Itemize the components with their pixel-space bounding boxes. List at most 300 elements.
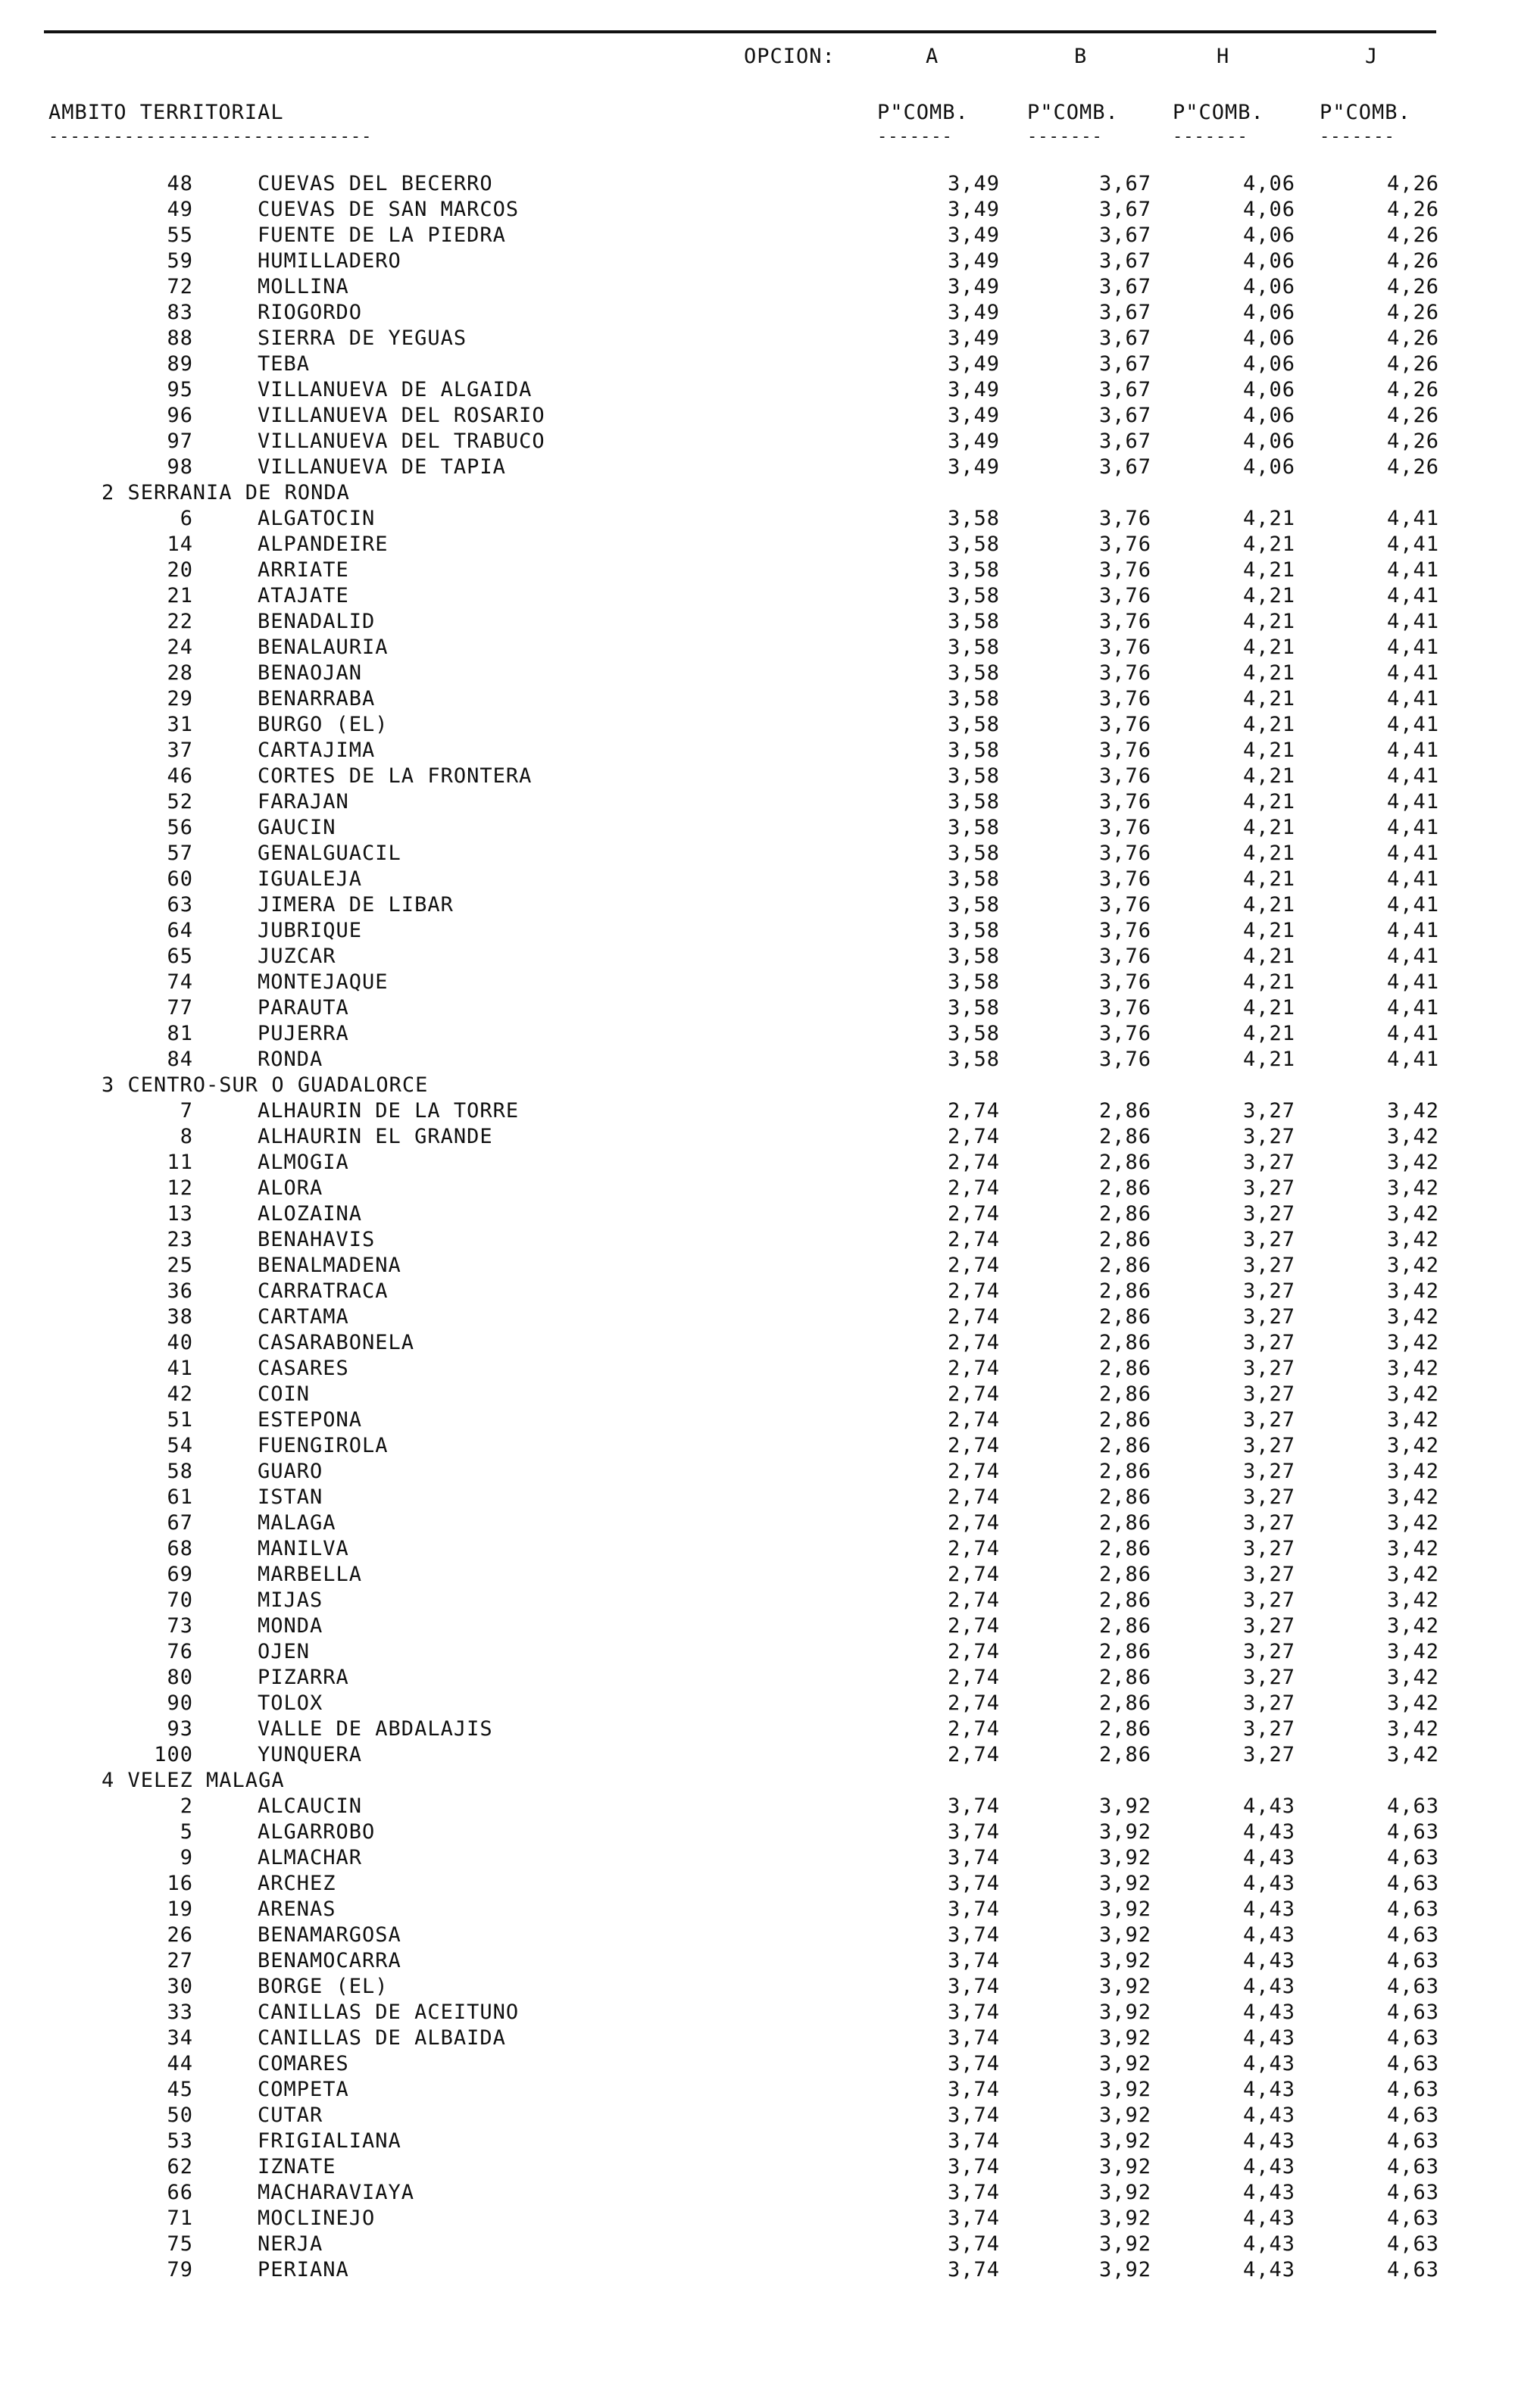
value-option-h: 4,43 bbox=[1242, 2129, 1295, 2153]
value-option-a: 3,58 bbox=[947, 842, 1000, 865]
municipality-name: BENAHAVIS bbox=[258, 1228, 376, 1251]
value-option-h: 4,43 bbox=[1242, 1949, 1295, 1972]
value-option-h: 3,27 bbox=[1242, 1099, 1295, 1123]
value-option-b: 3,76 bbox=[1098, 1048, 1151, 1071]
value-option-b: 2,86 bbox=[1098, 1588, 1151, 1612]
value-option-b: 3,76 bbox=[1098, 713, 1151, 736]
value-option-j: 3,42 bbox=[1386, 1537, 1439, 1560]
table-row bbox=[0, 635, 1515, 661]
value-option-j: 3,42 bbox=[1386, 1743, 1439, 1766]
value-option-h: 4,06 bbox=[1242, 429, 1295, 453]
municipality-name: BENAMOCARRA bbox=[258, 1949, 401, 1972]
value-option-j: 3,42 bbox=[1386, 1640, 1439, 1663]
value-option-b: 3,92 bbox=[1098, 1975, 1151, 1998]
table-row bbox=[0, 1948, 1515, 1974]
value-option-h: 4,21 bbox=[1242, 790, 1295, 814]
value-option-h: 3,27 bbox=[1242, 1176, 1295, 1200]
value-option-a: 3,58 bbox=[947, 713, 1000, 736]
value-option-j: 4,41 bbox=[1386, 1048, 1439, 1071]
municipality-number: 13 bbox=[167, 1202, 193, 1226]
municipality-number: 96 bbox=[167, 404, 193, 427]
value-option-b: 2,86 bbox=[1098, 1485, 1151, 1509]
municipality-name: MALAGA bbox=[258, 1511, 336, 1535]
group-title: 2 SERRANIA DE RONDA bbox=[102, 481, 350, 504]
municipality-number: 38 bbox=[167, 1305, 193, 1329]
value-option-a: 3,58 bbox=[947, 996, 1000, 1020]
municipality-number: 64 bbox=[167, 919, 193, 942]
municipality-number: 11 bbox=[167, 1151, 193, 1174]
opcion-label: OPCION: bbox=[744, 45, 836, 68]
value-option-h: 3,27 bbox=[1242, 1228, 1295, 1251]
value-option-j: 4,41 bbox=[1386, 919, 1439, 942]
municipality-number: 80 bbox=[167, 1666, 193, 1689]
table-row bbox=[0, 712, 1515, 738]
value-option-a: 3,74 bbox=[947, 1820, 1000, 1844]
table-row bbox=[0, 944, 1515, 970]
value-option-j: 4,41 bbox=[1386, 584, 1439, 607]
value-option-j: 3,42 bbox=[1386, 1408, 1439, 1432]
value-option-a: 3,58 bbox=[947, 584, 1000, 607]
municipality-name: VILLANUEVA DE TAPIA bbox=[258, 455, 506, 479]
table-row bbox=[0, 2000, 1515, 2025]
value-option-j: 3,42 bbox=[1386, 1511, 1439, 1535]
value-option-h: 3,27 bbox=[1242, 1485, 1295, 1509]
value-option-a: 3,74 bbox=[947, 2026, 1000, 2050]
municipality-number: 40 bbox=[167, 1331, 193, 1354]
municipality-number: 51 bbox=[167, 1408, 193, 1432]
value-option-b: 3,67 bbox=[1098, 352, 1151, 376]
municipality-number: 65 bbox=[167, 945, 193, 968]
value-option-h: 3,27 bbox=[1242, 1331, 1295, 1354]
table-row bbox=[0, 2206, 1515, 2232]
table-row bbox=[0, 300, 1515, 326]
value-option-b: 3,92 bbox=[1098, 2078, 1151, 2101]
municipality-name: ALCAUCIN bbox=[258, 1794, 363, 1818]
value-option-a: 3,58 bbox=[947, 867, 1000, 891]
value-option-b: 3,76 bbox=[1098, 919, 1151, 942]
value-option-h: 3,27 bbox=[1242, 1305, 1295, 1329]
value-option-h: 3,27 bbox=[1242, 1666, 1295, 1689]
value-option-h: 4,43 bbox=[1242, 2078, 1295, 2101]
municipality-name: HUMILLADERO bbox=[258, 249, 401, 273]
table-row bbox=[0, 1330, 1515, 1356]
ambito-rule: ------------------------------ bbox=[48, 129, 373, 145]
value-option-j: 4,26 bbox=[1386, 326, 1439, 350]
municipality-number: 84 bbox=[167, 1048, 193, 1071]
table-row bbox=[0, 223, 1515, 248]
table-row bbox=[0, 1176, 1515, 1201]
municipality-number: 48 bbox=[167, 172, 193, 195]
value-option-b: 3,92 bbox=[1098, 2103, 1151, 2127]
value-option-b: 3,76 bbox=[1098, 867, 1151, 891]
value-option-h: 4,21 bbox=[1242, 842, 1295, 865]
value-option-b: 3,67 bbox=[1098, 404, 1151, 427]
municipality-name: ALHAURIN EL GRANDE bbox=[258, 1125, 493, 1148]
table-row bbox=[0, 506, 1515, 532]
value-option-b: 3,76 bbox=[1098, 610, 1151, 633]
value-option-b: 3,76 bbox=[1098, 945, 1151, 968]
municipality-name: IGUALEJA bbox=[258, 867, 363, 891]
table-row bbox=[0, 454, 1515, 480]
value-option-a: 3,58 bbox=[947, 1048, 1000, 1071]
municipality-number: 77 bbox=[167, 996, 193, 1020]
column-h-rule: ------- bbox=[1173, 129, 1248, 145]
value-option-a: 2,74 bbox=[947, 1485, 1000, 1509]
value-option-a: 3,58 bbox=[947, 610, 1000, 633]
municipality-name: VALLE DE ABDALAJIS bbox=[258, 1717, 493, 1741]
value-option-j: 4,41 bbox=[1386, 790, 1439, 814]
value-option-a: 3,58 bbox=[947, 687, 1000, 711]
table-row bbox=[0, 1201, 1515, 1227]
municipality-name: BORGE (EL) bbox=[258, 1975, 389, 1998]
value-option-j: 4,63 bbox=[1386, 2155, 1439, 2178]
value-option-h: 4,21 bbox=[1242, 764, 1295, 788]
value-option-j: 4,63 bbox=[1386, 2232, 1439, 2256]
municipality-name: JIMERA DE LIBAR bbox=[258, 893, 454, 917]
value-option-h: 4,43 bbox=[1242, 2052, 1295, 2075]
value-option-a: 3,58 bbox=[947, 945, 1000, 968]
value-option-a: 3,58 bbox=[947, 919, 1000, 942]
table-row bbox=[0, 1819, 1515, 1845]
value-option-b: 2,86 bbox=[1098, 1434, 1151, 1457]
municipality-number: 70 bbox=[167, 1588, 193, 1612]
value-option-a: 3,58 bbox=[947, 507, 1000, 530]
table-row bbox=[0, 2232, 1515, 2257]
municipality-name: CARTAJIMA bbox=[258, 739, 376, 762]
column-b-rule: ------- bbox=[1027, 129, 1103, 145]
value-option-h: 4,43 bbox=[1242, 2103, 1295, 2127]
table-row bbox=[0, 197, 1515, 223]
value-option-h: 3,27 bbox=[1242, 1408, 1295, 1432]
value-option-a: 3,74 bbox=[947, 2103, 1000, 2127]
value-option-j: 4,63 bbox=[1386, 2181, 1439, 2204]
value-option-j: 4,63 bbox=[1386, 1794, 1439, 1818]
table-row bbox=[0, 1253, 1515, 1279]
table-row bbox=[0, 2154, 1515, 2180]
value-option-j: 3,42 bbox=[1386, 1717, 1439, 1741]
value-option-j: 4,41 bbox=[1386, 945, 1439, 968]
value-option-j: 4,26 bbox=[1386, 301, 1439, 324]
municipality-number: 59 bbox=[167, 249, 193, 273]
value-option-b: 3,92 bbox=[1098, 1820, 1151, 1844]
value-option-j: 4,41 bbox=[1386, 970, 1439, 994]
table-row bbox=[0, 1974, 1515, 2000]
value-option-h: 4,43 bbox=[1242, 2000, 1295, 2024]
municipality-number: 95 bbox=[167, 378, 193, 401]
municipality-name: MARBELLA bbox=[258, 1563, 363, 1586]
value-option-h: 4,21 bbox=[1242, 816, 1295, 839]
table-row bbox=[0, 1536, 1515, 1562]
value-option-j: 3,42 bbox=[1386, 1357, 1439, 1380]
municipality-name: BENAMARGOSA bbox=[258, 1923, 401, 1947]
municipality-number: 100 bbox=[154, 1743, 193, 1766]
value-option-j: 3,42 bbox=[1386, 1254, 1439, 1277]
option-h: H bbox=[1217, 45, 1230, 68]
value-option-a: 2,74 bbox=[947, 1691, 1000, 1715]
table-row bbox=[0, 1433, 1515, 1459]
value-option-a: 3,74 bbox=[947, 1872, 1000, 1895]
value-option-b: 2,86 bbox=[1098, 1202, 1151, 1226]
value-option-h: 3,27 bbox=[1242, 1563, 1295, 1586]
value-option-b: 3,76 bbox=[1098, 970, 1151, 994]
value-option-a: 2,74 bbox=[947, 1588, 1000, 1612]
municipality-name: PUJERRA bbox=[258, 1022, 349, 1045]
table-row bbox=[0, 2051, 1515, 2077]
municipality-name: BENAOJAN bbox=[258, 661, 363, 685]
value-option-h: 4,06 bbox=[1242, 378, 1295, 401]
table-row bbox=[0, 1304, 1515, 1330]
value-option-h: 3,27 bbox=[1242, 1202, 1295, 1226]
value-option-a: 3,49 bbox=[947, 172, 1000, 195]
value-option-a: 2,74 bbox=[947, 1408, 1000, 1432]
municipality-number: 63 bbox=[167, 893, 193, 917]
value-option-j: 3,42 bbox=[1386, 1563, 1439, 1586]
municipality-name: ISTAN bbox=[258, 1485, 323, 1509]
value-option-h: 4,21 bbox=[1242, 739, 1295, 762]
value-option-a: 2,74 bbox=[947, 1717, 1000, 1741]
value-option-j: 4,26 bbox=[1386, 198, 1439, 221]
value-option-b: 2,86 bbox=[1098, 1279, 1151, 1303]
value-option-a: 2,74 bbox=[947, 1563, 1000, 1586]
value-option-h: 4,06 bbox=[1242, 455, 1295, 479]
value-option-a: 3,49 bbox=[947, 455, 1000, 479]
municipality-number: 54 bbox=[167, 1434, 193, 1457]
value-option-h: 4,43 bbox=[1242, 2258, 1295, 2282]
municipality-number: 75 bbox=[167, 2232, 193, 2256]
value-option-j: 3,42 bbox=[1386, 1176, 1439, 1200]
municipality-name: ALGARROBO bbox=[258, 1820, 376, 1844]
value-option-b: 3,92 bbox=[1098, 1923, 1151, 1947]
municipality-number: 24 bbox=[167, 636, 193, 659]
table-row bbox=[0, 686, 1515, 712]
municipality-number: 76 bbox=[167, 1640, 193, 1663]
value-option-a: 3,74 bbox=[947, 1949, 1000, 1972]
value-option-a: 2,74 bbox=[947, 1151, 1000, 1174]
municipality-number: 81 bbox=[167, 1022, 193, 1045]
table-row bbox=[0, 351, 1515, 377]
municipality-number: 60 bbox=[167, 867, 193, 891]
municipality-name: YUNQUERA bbox=[258, 1743, 363, 1766]
top-rule bbox=[44, 30, 1436, 33]
municipality-name: MOLLINA bbox=[258, 275, 349, 298]
municipality-name: COIN bbox=[258, 1382, 311, 1406]
value-option-b: 3,76 bbox=[1098, 816, 1151, 839]
municipality-number: 98 bbox=[167, 455, 193, 479]
table-row bbox=[0, 2257, 1515, 2283]
table-row bbox=[0, 326, 1515, 351]
value-option-h: 4,43 bbox=[1242, 1794, 1295, 1818]
value-option-a: 2,74 bbox=[947, 1125, 1000, 1148]
value-option-j: 4,63 bbox=[1386, 2078, 1439, 2101]
table-row bbox=[0, 1562, 1515, 1588]
municipality-number: 33 bbox=[167, 2000, 193, 2024]
value-option-a: 2,74 bbox=[947, 1228, 1000, 1251]
value-option-h: 4,21 bbox=[1242, 558, 1295, 582]
value-option-j: 4,63 bbox=[1386, 1872, 1439, 1895]
municipality-name: ARENAS bbox=[258, 1897, 336, 1921]
value-option-h: 4,21 bbox=[1242, 661, 1295, 685]
municipality-name: CASARES bbox=[258, 1357, 349, 1380]
municipality-number: 44 bbox=[167, 2052, 193, 2075]
municipality-name: CUTAR bbox=[258, 2103, 323, 2127]
value-option-a: 2,74 bbox=[947, 1331, 1000, 1354]
table-row bbox=[0, 1639, 1515, 1665]
municipality-number: 9 bbox=[180, 1846, 193, 1869]
table-row bbox=[0, 1665, 1515, 1691]
value-option-h: 4,43 bbox=[1242, 1846, 1295, 1869]
value-option-b: 2,86 bbox=[1098, 1176, 1151, 1200]
value-option-b: 3,92 bbox=[1098, 2052, 1151, 2075]
municipality-name: ATAJATE bbox=[258, 584, 349, 607]
column-b-label: P"COMB. bbox=[1027, 101, 1119, 124]
municipality-name: MACHARAVIAYA bbox=[258, 2181, 415, 2204]
table-row bbox=[0, 377, 1515, 403]
municipality-name: IZNATE bbox=[258, 2155, 336, 2178]
value-option-h: 4,21 bbox=[1242, 713, 1295, 736]
table-row bbox=[0, 274, 1515, 300]
value-option-h: 3,27 bbox=[1242, 1254, 1295, 1277]
table-row bbox=[0, 1510, 1515, 1536]
value-option-h: 3,27 bbox=[1242, 1588, 1295, 1612]
value-option-j: 3,42 bbox=[1386, 1460, 1439, 1483]
municipality-number: 5 bbox=[180, 1820, 193, 1844]
value-option-b: 3,67 bbox=[1098, 275, 1151, 298]
value-option-a: 3,74 bbox=[947, 2207, 1000, 2230]
municipality-number: 23 bbox=[167, 1228, 193, 1251]
value-option-j: 3,42 bbox=[1386, 1666, 1439, 1689]
value-option-j: 4,63 bbox=[1386, 2000, 1439, 2024]
municipality-number: 19 bbox=[167, 1897, 193, 1921]
table-row bbox=[0, 661, 1515, 686]
value-option-h: 4,21 bbox=[1242, 584, 1295, 607]
value-option-j: 3,42 bbox=[1386, 1485, 1439, 1509]
table-row bbox=[0, 815, 1515, 841]
value-option-a: 2,74 bbox=[947, 1202, 1000, 1226]
municipality-number: 93 bbox=[167, 1717, 193, 1741]
value-option-a: 3,49 bbox=[947, 301, 1000, 324]
value-option-h: 3,27 bbox=[1242, 1382, 1295, 1406]
value-option-h: 4,21 bbox=[1242, 636, 1295, 659]
municipality-name: CUEVAS DEL BECERRO bbox=[258, 172, 493, 195]
municipality-number: 52 bbox=[167, 790, 193, 814]
value-option-j: 3,42 bbox=[1386, 1691, 1439, 1715]
value-option-b: 2,86 bbox=[1098, 1537, 1151, 1560]
value-option-b: 3,67 bbox=[1098, 301, 1151, 324]
municipality-name: CASARABONELA bbox=[258, 1331, 415, 1354]
value-option-h: 4,43 bbox=[1242, 1872, 1295, 1895]
value-option-h: 3,27 bbox=[1242, 1614, 1295, 1638]
value-option-b: 2,86 bbox=[1098, 1125, 1151, 1148]
municipality-name: JUBRIQUE bbox=[258, 919, 363, 942]
value-option-a: 3,49 bbox=[947, 198, 1000, 221]
municipality-number: 46 bbox=[167, 764, 193, 788]
municipality-name: MANILVA bbox=[258, 1537, 349, 1560]
value-option-h: 4,43 bbox=[1242, 1820, 1295, 1844]
value-option-j: 4,63 bbox=[1386, 1923, 1439, 1947]
value-option-b: 3,92 bbox=[1098, 2181, 1151, 2204]
value-option-b: 3,92 bbox=[1098, 1872, 1151, 1895]
value-option-b: 3,67 bbox=[1098, 223, 1151, 247]
value-option-b: 3,76 bbox=[1098, 893, 1151, 917]
group-header-row bbox=[0, 1768, 1515, 1794]
table-row bbox=[0, 841, 1515, 867]
value-option-b: 3,76 bbox=[1098, 764, 1151, 788]
value-option-h: 4,21 bbox=[1242, 970, 1295, 994]
value-option-a: 3,74 bbox=[947, 1846, 1000, 1869]
value-option-a: 2,74 bbox=[947, 1666, 1000, 1689]
municipality-number: 25 bbox=[167, 1254, 193, 1277]
municipality-number: 88 bbox=[167, 326, 193, 350]
municipality-number: 31 bbox=[167, 713, 193, 736]
group-header-row bbox=[0, 480, 1515, 506]
value-option-j: 4,26 bbox=[1386, 172, 1439, 195]
table-row bbox=[0, 429, 1515, 454]
table-row bbox=[0, 1691, 1515, 1716]
value-option-b: 3,67 bbox=[1098, 326, 1151, 350]
value-option-b: 3,92 bbox=[1098, 2000, 1151, 2024]
value-option-b: 3,92 bbox=[1098, 2155, 1151, 2178]
value-option-j: 4,41 bbox=[1386, 764, 1439, 788]
municipality-name: ALPANDEIRE bbox=[258, 533, 389, 556]
value-option-b: 2,86 bbox=[1098, 1408, 1151, 1432]
value-option-b: 3,76 bbox=[1098, 996, 1151, 1020]
value-option-j: 4,63 bbox=[1386, 2258, 1439, 2282]
value-option-a: 3,49 bbox=[947, 404, 1000, 427]
value-option-b: 2,86 bbox=[1098, 1743, 1151, 1766]
value-option-j: 4,26 bbox=[1386, 352, 1439, 376]
value-option-h: 4,43 bbox=[1242, 2207, 1295, 2230]
value-option-j: 3,42 bbox=[1386, 1614, 1439, 1638]
value-option-b: 3,76 bbox=[1098, 739, 1151, 762]
value-option-a: 3,49 bbox=[947, 352, 1000, 376]
municipality-number: 49 bbox=[167, 198, 193, 221]
municipality-number: 61 bbox=[167, 1485, 193, 1509]
value-option-b: 2,86 bbox=[1098, 1382, 1151, 1406]
municipality-number: 67 bbox=[167, 1511, 193, 1535]
column-j-label: P"COMB. bbox=[1320, 101, 1411, 124]
value-option-h: 4,06 bbox=[1242, 275, 1295, 298]
value-option-j: 4,41 bbox=[1386, 661, 1439, 685]
value-option-a: 3,74 bbox=[947, 2232, 1000, 2256]
value-option-a: 3,74 bbox=[947, 1897, 1000, 1921]
value-option-a: 3,49 bbox=[947, 275, 1000, 298]
table-row bbox=[0, 2077, 1515, 2103]
value-option-a: 3,49 bbox=[947, 249, 1000, 273]
municipality-number: 79 bbox=[167, 2258, 193, 2282]
value-option-a: 2,74 bbox=[947, 1305, 1000, 1329]
value-option-a: 3,74 bbox=[947, 2052, 1000, 2075]
value-option-b: 2,86 bbox=[1098, 1614, 1151, 1638]
municipality-name: FUENGIROLA bbox=[258, 1434, 389, 1457]
group-header-row bbox=[0, 1073, 1515, 1098]
municipality-name: TEBA bbox=[258, 352, 311, 376]
value-option-b: 3,67 bbox=[1098, 172, 1151, 195]
municipality-name: ESTEPONA bbox=[258, 1408, 363, 1432]
table-row bbox=[0, 764, 1515, 789]
table-row bbox=[0, 1279, 1515, 1304]
value-option-h: 4,06 bbox=[1242, 172, 1295, 195]
value-option-b: 3,92 bbox=[1098, 1794, 1151, 1818]
value-option-h: 4,21 bbox=[1242, 893, 1295, 917]
table-row bbox=[0, 1227, 1515, 1253]
table-row bbox=[0, 1047, 1515, 1073]
value-option-j: 4,63 bbox=[1386, 2129, 1439, 2153]
municipality-number: 28 bbox=[167, 661, 193, 685]
value-option-h: 4,06 bbox=[1242, 223, 1295, 247]
value-option-a: 3,58 bbox=[947, 558, 1000, 582]
value-option-b: 3,67 bbox=[1098, 249, 1151, 273]
value-option-h: 4,21 bbox=[1242, 996, 1295, 1020]
